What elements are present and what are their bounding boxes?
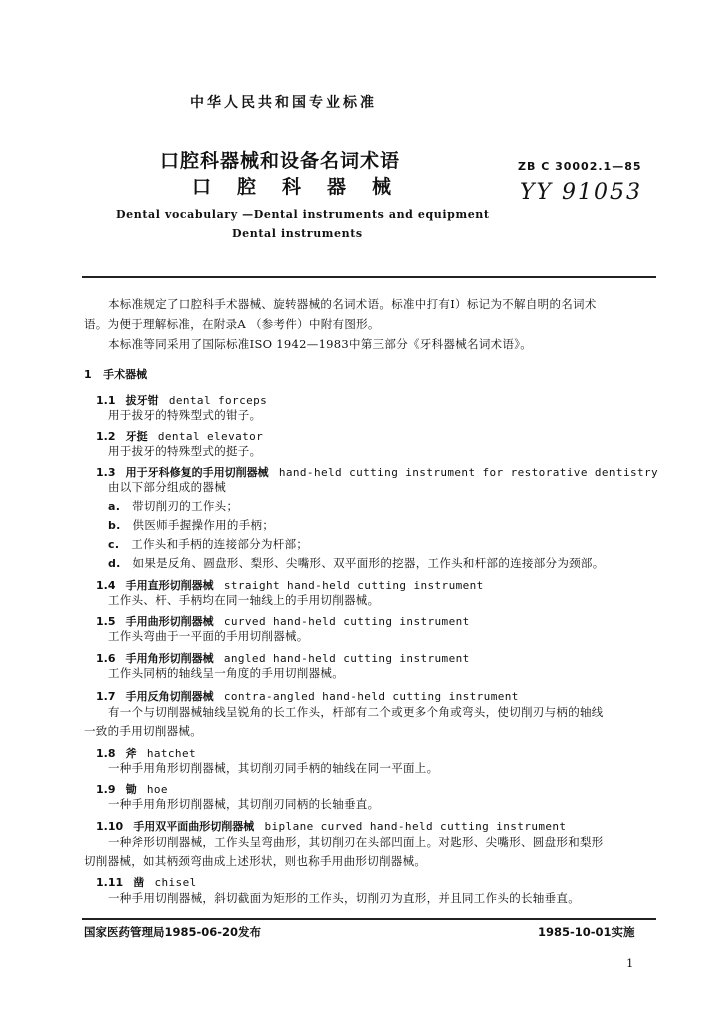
document-subtitle-cn: 口腔科器械 (192, 176, 418, 198)
footer-divider (82, 918, 656, 920)
term-heading: 1.10 手用双平面曲形切削器械 biplane curved hand-held cutting instrument (96, 820, 567, 833)
term-definition: 一种手用切削器械，斜切截面为矩形的工作头，切削刃为直形，并且同工作头的长轴垂直。 (108, 891, 580, 905)
document-title-en: Dental vocabulary —Dental instruments and equipment (116, 208, 490, 221)
section-title: 手术器械 (103, 368, 148, 381)
term-definition: 由以下部分组成的器械 (108, 480, 226, 494)
term-heading: 1.3 用于牙科修复的手用切削器械 hand-held cutting instrument for restorative dentistry (96, 466, 659, 479)
list-item: d. 如果是反角、圆盘形、梨形、尖嘴形、双平面形的挖器，工作头和杆部的连接部分为颈部。 (108, 556, 605, 570)
term-definition: 工作头弯曲于一平面的手用切削器械。 (108, 629, 309, 643)
list-item: a. 带切削刃的工作头； (108, 499, 239, 513)
term-heading: 1.7 手用反角切削器械 contra-angled hand-held cutting instrument (96, 690, 519, 703)
issuing-country-header: 中华人民共和国专业标准 (190, 95, 377, 111)
section-heading (84, 366, 147, 382)
term-heading: 1.2 牙挺 dental elevator (96, 430, 264, 443)
term-definition: 一种斧形切削器械，工作头呈弯曲形，其切削刃在头部凹面上。对匙形、尖嘴形、圆盘形和梨形 (108, 835, 604, 849)
term-definition: 一种手用角形切削器械，其切削刃同手柄的轴线在同一平面上。 (108, 761, 439, 775)
term-definition-cont: 切削器械，如其柄颈弯曲成上述形状，则也称手用曲形切削器械。 (84, 854, 427, 868)
term-heading: 1.4 手用直形切削器械 straight hand-held cutting instrument (96, 579, 484, 592)
intro-paragraph-2: 本标准等同采用了国际标准ISO 1942—1983中第三部分《牙科器械名词术语》。 (108, 337, 533, 351)
page-number: 1 (626, 956, 634, 970)
term-definition: 有一个与切削器械轴线呈锐角的长工作头，杆部有二个或更多个角或弯头，使切削刃与柄的轴线 (108, 705, 604, 719)
term-definition: 用于拔牙的特殊型式的挺子。 (108, 444, 262, 458)
header-divider (82, 276, 656, 278)
list-item: b. 供医师手握操作用的手柄； (108, 518, 275, 532)
term-heading: 1.5 手用曲形切削器械 curved hand-held cutting instrument (96, 615, 470, 628)
effective-date: 1985-10-01实施 (538, 925, 635, 939)
handwritten-code: YY 91053 (520, 180, 643, 205)
intro-paragraph-1a: 本标准规定了口腔科手术器械、旋转器械的名词术语。标准中打有Ⅰ）标记为不解自明的名词术 (108, 297, 597, 311)
standard-code: ZB C 30002.1—85 (518, 160, 642, 173)
term-definition: 用于拔牙的特殊型式的钳子。 (108, 408, 262, 422)
section-number: 1 (84, 368, 92, 381)
document-title-cn: 口腔科器械和设备名词术语 (160, 150, 401, 172)
term-definition: 一种手用角形切削器械，其切削刃同柄的长轴垂直。 (108, 797, 380, 811)
list-item: c. 工作头和手柄的连接部分为杆部； (108, 537, 309, 551)
term-definition: 工作头同柄的轴线呈一角度的手用切削器械。 (108, 666, 344, 680)
term-heading: 1.1 拔牙钳 dental forceps (96, 394, 268, 407)
term-definition-cont: 一致的手用切削器械。 (84, 724, 202, 738)
issued-date: 国家医药管理局1985-06-20发布 (84, 925, 262, 939)
term-heading: 1.6 手用角形切削器械 angled hand-held cutting instrument (96, 652, 470, 665)
term-heading: 1.8 斧 hatchet (96, 747, 197, 760)
term-heading: 1.11 凿 chisel (96, 876, 197, 889)
document-subtitle-en: Dental instruments (232, 227, 363, 240)
term-definition: 工作头、杆、手柄均在同一轴线上的手用切削器械。 (108, 593, 380, 607)
term-heading: 1.9 锄 hoe (96, 783, 168, 796)
intro-paragraph-1b: 语。为便于理解标准，在附录A （参考件）中附有图形。 (84, 317, 380, 331)
